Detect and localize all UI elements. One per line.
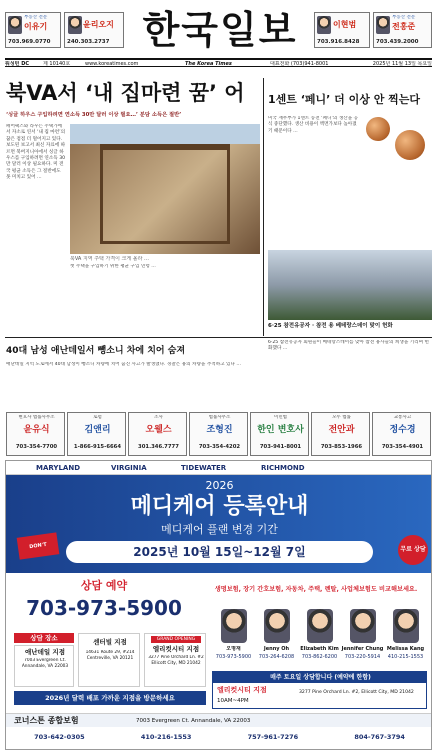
state-maryland: MARYLAND <box>36 464 81 472</box>
agent-card <box>255 609 298 669</box>
office-address: 7003 Evergreen Ct. Annandale, VA 22003 <box>21 658 69 669</box>
strip-ad[interactable] <box>128 412 187 456</box>
penny-body: 미국 재무부가 1센트 동전 ‘페니’의 생산을 공식 중단했다. 생산 비용이 액면가보다 높아졌기 때문이다 … <box>268 116 359 134</box>
office-name: 애난데일 지점 <box>25 648 65 656</box>
free-badge: 무료 상담 <box>398 535 428 565</box>
footer-phone[interactable]: 410-216-1553 <box>140 733 192 741</box>
agent-name: Elizabeth Kim <box>300 646 339 652</box>
penny-coin-1 <box>366 117 390 141</box>
agent-photo <box>8 16 22 34</box>
strip-ad-phone: 703-354-4901 <box>381 444 424 450</box>
agents-row <box>212 609 427 669</box>
strip-ad-phone: 301.346.7777 <box>138 444 179 450</box>
office-annandale[interactable] <box>14 645 74 687</box>
strip-ad[interactable] <box>250 412 309 456</box>
ad-tag: 부동산 전문 <box>392 15 416 20</box>
agent-name: 오명재 <box>226 646 241 652</box>
state-tidewater: TIDEWATER <box>181 464 227 472</box>
masthead-title: 한국일보 <box>142 8 298 52</box>
offices-label: 상담 장소 <box>14 633 74 643</box>
ad-strip <box>5 412 432 456</box>
agent-phone[interactable]: 703-264-6208 <box>258 654 295 660</box>
masthead-right-ad-1[interactable] <box>314 12 370 48</box>
ad-name: 전홍준 <box>392 22 416 31</box>
edition: 워싱턴 DC <box>5 61 30 67</box>
strip-ad-tag: 로펌 <box>93 415 102 420</box>
house-frame <box>100 144 230 244</box>
masthead-info-bar <box>5 58 432 67</box>
agent-photo <box>376 16 390 34</box>
lead-photo <box>70 124 260 254</box>
medicare-period: 2025년 10월 15일~12월 7일 <box>133 545 306 559</box>
medicare-ad[interactable] <box>5 460 432 750</box>
saturday-place: 엘리컷시티 지점 <box>217 686 267 694</box>
lead-headline[interactable]: 북VA서 ‘내 집마련 꿈’ 어 <box>6 81 245 105</box>
footer-phone[interactable]: 804-767-3794 <box>354 733 405 741</box>
sky <box>70 124 260 144</box>
consult-label: 상담 예약 <box>80 579 128 592</box>
consult-phone[interactable]: 703-973-5900 <box>26 596 182 620</box>
strip-ad-tag: 변호사 법률사무소 <box>18 415 55 420</box>
strip-ad-tag: 조사 <box>154 415 163 420</box>
agent-photo <box>317 16 331 34</box>
penny-coin-2 <box>395 130 425 160</box>
hit-and-run-headline[interactable]: 40대 남성 애난데일서 뺑소니 차에 치어 숨져 <box>6 346 186 356</box>
masthead-left-ad-1[interactable] <box>5 12 61 48</box>
agent-phone[interactable]: 703-973-5900 <box>215 654 252 660</box>
agent-name: Jennifer Chung <box>341 646 384 652</box>
lead-photo-caption: 북VA 지역 주택 가격이 크게 올라 … <box>70 256 150 262</box>
strip-ad-name: 전안과 <box>328 425 355 435</box>
ad-phone: 240.303.2737 <box>67 39 110 45</box>
ad-phone: 703.439.2000 <box>376 39 419 45</box>
ad-name: 윤리오지 <box>83 20 114 29</box>
agent-avatar <box>264 609 290 643</box>
services-text: 생명보험, 장기 간호보험, 자동차, 주택, 렌탈, 사업체보험도 비교해보세요. <box>214 586 418 593</box>
strip-ad-tag: 법률사무소 <box>208 415 231 420</box>
masthead-right-ad-2[interactable] <box>373 12 432 48</box>
issue-number: 제 10140호 <box>43 61 71 67</box>
strip-ad[interactable] <box>67 412 126 456</box>
strip-ad-tag: 교통사고 <box>393 415 412 420</box>
strip-ad-tag: 모두 법률 <box>332 415 351 420</box>
strip-ad-phone: 703-853-1966 <box>320 444 363 450</box>
agent-name: Melissa Kang <box>386 646 425 652</box>
strip-ad-phone: 703-941-8001 <box>259 444 302 450</box>
office-name: 엘리컷시티 지점 <box>152 645 200 653</box>
strip-ad-phone: 703-354-4202 <box>198 444 241 450</box>
consult-box[interactable] <box>14 579 194 629</box>
medicare-title: 메디케어 등록안내 <box>130 494 309 519</box>
ad-name: 이유기 <box>24 22 48 31</box>
strip-ad-name: 정수경 <box>389 425 416 435</box>
issue-date: 2025년 11월 13일 목요일 <box>372 61 432 67</box>
lead-body-col-1: 페어팩스와 라우든 주택가에서 자소로 연서 ‘내 집 마련’의 꿈은 점점 더 멀어지고 있다. 보도된 보고서 최신 자료에 따르면 북버지니아에서 싱글 하우스를 구입하려면 연소득 30만 달러 이상 필요하다. 미 전국 평균 소득은 그 절반에도 못 미치고 있어 … <box>6 124 66 181</box>
state-richmond: RICHMOND <box>261 464 305 472</box>
calendar-event: 2026년 달력 배포 가까운 지점을 방문하세요 <box>14 691 206 705</box>
section-rule <box>5 337 432 338</box>
office-address: 14631 Route 29, #214 Centreville, VA 20121 <box>85 650 135 661</box>
strip-ad-phone: 703-354-7700 <box>15 444 58 450</box>
website-link[interactable]: www.koreatimes.com <box>85 61 139 67</box>
company-name: 코너스톤 종합보험 <box>14 716 79 725</box>
agent-phone[interactable]: 410-215-1553 <box>387 654 424 660</box>
strip-ad-phone: 1-866-915-6664 <box>73 444 122 450</box>
dont-forget-badge: DON'T <box>17 532 60 559</box>
office-name: 센터빌 지점 <box>93 638 127 646</box>
strip-ad[interactable] <box>189 412 248 456</box>
office-ellicott[interactable] <box>144 633 206 687</box>
agent-avatar <box>221 609 247 643</box>
office-centreville[interactable] <box>78 633 140 687</box>
strip-ad-name: 한인 변호사 <box>257 425 304 435</box>
medicare-period-pill <box>66 541 373 563</box>
masthead-left-ad-2[interactable] <box>64 12 124 48</box>
saturday-box[interactable] <box>212 671 427 709</box>
office-address: 3277 Pine Orchard Ln. #2 Ellicott City, MD 21042 <box>148 655 204 666</box>
medicare-subtitle: 메디케어 플랜 변경 기간 <box>161 523 278 536</box>
memorial-caption: 6·25 참전유공자 · 참전 용 베테랑스데이 맞이 헌화 <box>268 323 393 329</box>
agent-phone[interactable]: 703-862-6200 <box>301 654 338 660</box>
strip-ad-name: 조형진 <box>206 425 233 435</box>
column-divider <box>263 78 264 336</box>
lead-body-col-2: 첫 주택을 구입하기 위한 평균 구입 연령 … <box>70 264 156 269</box>
agent-name: Jenny Oh <box>263 646 290 652</box>
strip-ad-name: 김앤리 <box>84 425 111 435</box>
agent-card <box>212 609 255 669</box>
state-virginia: VIRGINIA <box>111 464 147 472</box>
strip-ad-name: 윤유식 <box>23 425 50 435</box>
ad-phone: 703.969.0770 <box>8 39 51 45</box>
grand-opening-tag: GRAND OPENING <box>151 636 201 643</box>
masthead <box>0 0 437 60</box>
strip-ad-name: 오웰스 <box>145 425 172 435</box>
agent-phone[interactable]: 703-220-5914 <box>344 654 381 660</box>
company-address: 7003 Evergreen Ct. Annandale, VA 22003 <box>136 718 251 724</box>
strip-ad[interactable] <box>311 412 370 456</box>
memorial-photo <box>268 250 432 320</box>
agent-card <box>298 609 341 669</box>
medicare-year: 2026 <box>205 479 234 492</box>
agent-avatar <box>350 609 376 643</box>
masthead-subtitle: The Korea Times <box>185 61 232 67</box>
agent-avatar <box>393 609 419 643</box>
medicare-banner <box>6 475 432 573</box>
penny-headline[interactable]: 1센트 ‘페니’ 더 이상 안 찍는다 <box>268 93 421 106</box>
strip-ad-tag: 이민법 <box>273 415 288 420</box>
saturday-time: 10AM~4PM <box>217 698 249 704</box>
saturday-address: 3277 Pine Orchard Ln. #2, Ellicott City, MD 21042 <box>299 690 414 695</box>
footer-phone[interactable]: 703-642-0305 <box>34 733 85 741</box>
ad-name: 이현범 <box>333 20 357 29</box>
agent-avatar <box>307 609 333 643</box>
strip-ad[interactable] <box>372 412 431 456</box>
main-phone: 대표전화 (703)941-8001 <box>270 61 329 67</box>
agent-card <box>384 609 427 669</box>
memorial-body: 6·25 참전유공자 회원들이 베테랑스데이를 맞아 참전 용사들의 희생을 기리며 헌화했다 … <box>268 340 429 352</box>
footer-phones <box>6 729 432 747</box>
agent-photo <box>68 16 82 34</box>
states-bar <box>6 461 432 475</box>
saturday-title: 매주 토요일 상담합니다 (예약에 한함) <box>213 672 427 683</box>
ad-tag: 부동산 전문 <box>24 15 48 20</box>
company-footer <box>6 713 432 727</box>
agent-card <box>341 609 384 669</box>
strip-ad[interactable] <box>6 412 65 456</box>
hit-and-run-body: 애난데일 지역 도로에서 40대 남성이 뺑소니 차량에 치어 숨진 사고가 발생했다. 경찰은 용의 차량을 추적하고 있다 … <box>6 362 241 367</box>
ad-phone: 703.916.8428 <box>317 39 360 45</box>
lead-subhead: ‘싱글 하우스 구입하려면 연소득 30만 달러 이상 필요…’ 분담 소득은 절반’ <box>6 112 182 118</box>
footer-phone[interactable]: 757-961-7276 <box>247 733 299 741</box>
